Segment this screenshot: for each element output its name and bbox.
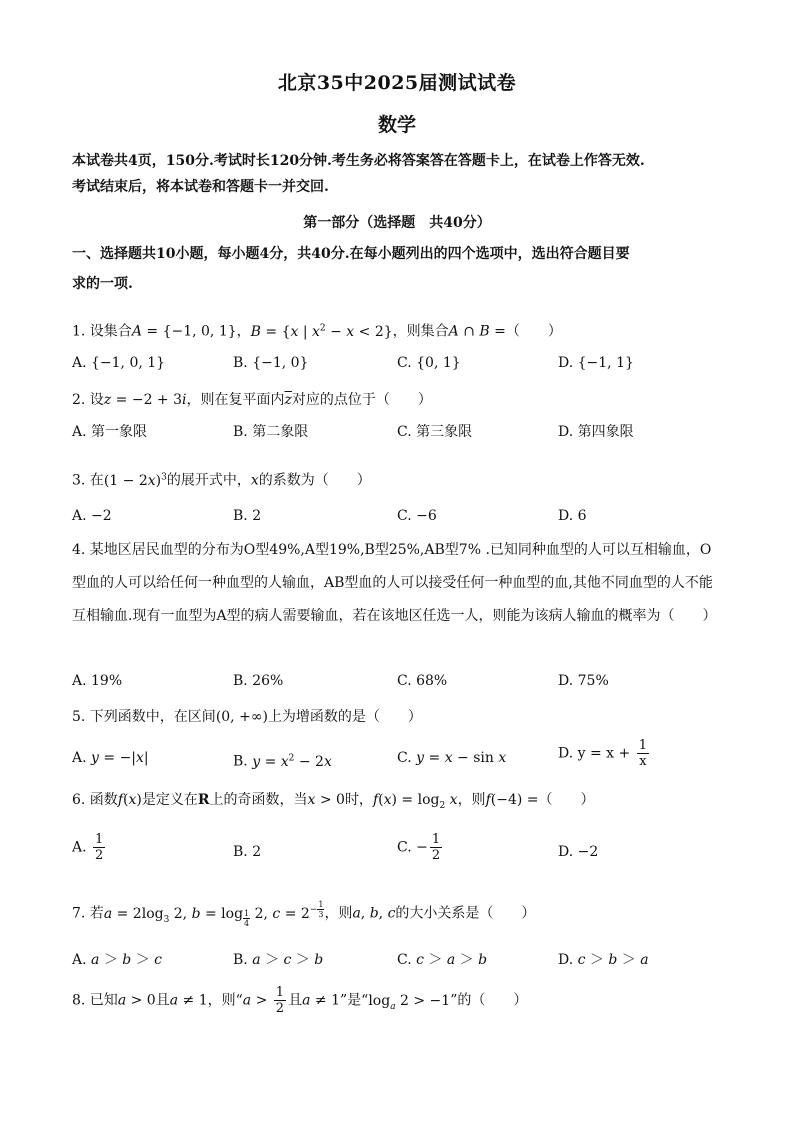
exam-title: 北京35中2025届测试试卷 <box>277 72 517 94</box>
q2-option-c[interactable]: C. 第三象限 <box>397 424 473 440</box>
question-4: 4. 某地区居民血型的分布为O型49%,A型19%,B型25%,AB型7% .已知同种血型的人可以互相输血，O型血的人可以给任何一种血型的人输血，AB型血的人可以接受任何一种血型的血,其他不同血型的人不能互相输血.现有一血型为A型的病人需要输血，若在该地区任选一人，则能为该病人输血的概率为（ ） <box>72 542 717 624</box>
question-3: 3. 在$(1 - 2x)^3$的展开式中，x的系数为（ ） <box>72 472 371 489</box>
q3-option-a[interactable]: A. −2 <box>72 508 112 524</box>
section-line-1: 一、选择题共10小题，每小题4分，共40分.在每小题列出的四个选项中，选出符合题目要 <box>72 246 630 262</box>
instructions-line-1: 本试卷共4页，150分.考试时长120分钟.考生务必将答案答在答题卡上，在试卷上作答无效. <box>72 153 645 169</box>
q2-option-a[interactable]: A. 第一象限 <box>72 424 148 440</box>
set-b-expr: B = {x | $x^2 - x < 2$} <box>250 323 393 340</box>
question-2: 2. 设z = −2 + 3i，则在复平面内$\overline{z}$对应的点位于（ ） <box>72 392 432 408</box>
set-intersection-expr: A ∩ B = <box>448 323 506 340</box>
q7-option-d[interactable]: D. c ＞ b ＞ a <box>558 952 649 968</box>
section-line-2: 求的一项. <box>72 276 133 292</box>
q3-option-d[interactable]: D. 6 <box>558 508 587 524</box>
question-5: 5. 下列函数中，在区间(0, +∞)上为增函数的是（ ） <box>72 709 422 725</box>
q6-option-c[interactable]: C. − $\frac{1}{2}$ <box>397 832 441 863</box>
q1-option-c[interactable]: C. {0, 1} <box>397 355 461 371</box>
q5-option-a[interactable]: A. y = −|x| <box>72 750 149 766</box>
subject-title: 数学 <box>377 114 416 136</box>
section-heading <box>72 239 732 299</box>
q1-option-b[interactable]: B. {−1, 0} <box>233 355 309 371</box>
q1-option-a[interactable]: A. {−1, 0, 1} <box>72 355 166 371</box>
q4-option-a[interactable]: A. 19% <box>72 673 123 689</box>
q4-option-b[interactable]: B. 26% <box>233 673 284 689</box>
q7-option-c[interactable]: C. c ＞ a ＞ b <box>397 952 488 968</box>
q7-option-a[interactable]: A. a ＞ b ＞ c <box>72 952 162 968</box>
set-a-expr: A = {−1, 0, 1} <box>131 323 237 340</box>
question-7: 7. 若$a = 2\log_3$ 2, b = log $_{\frac{1}{4}}$ 2, $c = 2^{- \frac{1}{3}}$，则a, b, c的大小关系是（ ） <box>72 900 536 929</box>
q6-option-b[interactable]: B. 2 <box>233 844 262 860</box>
question-6: 6. 函数f(x)是定义在R上的奇函数，当x > 0时，$f(x) = \log_2 x$，则f(−4) =（ ） <box>72 792 595 811</box>
q5-option-b[interactable]: B. $y = x^2 - 2x$ <box>233 753 332 770</box>
q6-option-a[interactable]: A. $\frac{1}{2}$ <box>72 832 104 863</box>
q7-option-b[interactable]: B. a ＞ c ＞ b <box>233 952 324 968</box>
q6-option-d[interactable]: D. −2 <box>558 844 599 860</box>
q4-option-c[interactable]: C. 68% <box>397 673 448 689</box>
q3-option-c[interactable]: C. −6 <box>397 508 437 524</box>
q5-option-d[interactable]: D. y = x + $\frac{1}{x}$ <box>558 738 647 769</box>
q4-option-d[interactable]: D. 75% <box>558 673 609 689</box>
q1-option-d[interactable]: D. {−1, 1} <box>558 355 634 371</box>
q3-option-b[interactable]: B. 2 <box>233 508 262 524</box>
exam-instructions <box>72 148 732 200</box>
question-8: 8. 已知a > 0且a ≠ 1，则“a > $\frac{1}{2}$ 且a ≠ 1”是“$\log_a$ 2 > −1”的（ ） <box>72 985 528 1016</box>
question-1: 1. 设集合A = {−1, 0, 1}，B = {x | $x^2 - x < 2$}，则集合A ∩ B =（ ） <box>72 323 562 340</box>
q2-option-d[interactable]: D. 第四象限 <box>558 424 634 440</box>
part-title: 第一部分（选择题 共40分） <box>303 215 491 231</box>
instructions-line-2: 考试结束后，将本试卷和答题卡一并交回. <box>72 179 329 195</box>
q2-option-b[interactable]: B. 第二象限 <box>233 424 309 440</box>
q5-option-c[interactable]: C. y = x − sin x <box>397 750 507 766</box>
